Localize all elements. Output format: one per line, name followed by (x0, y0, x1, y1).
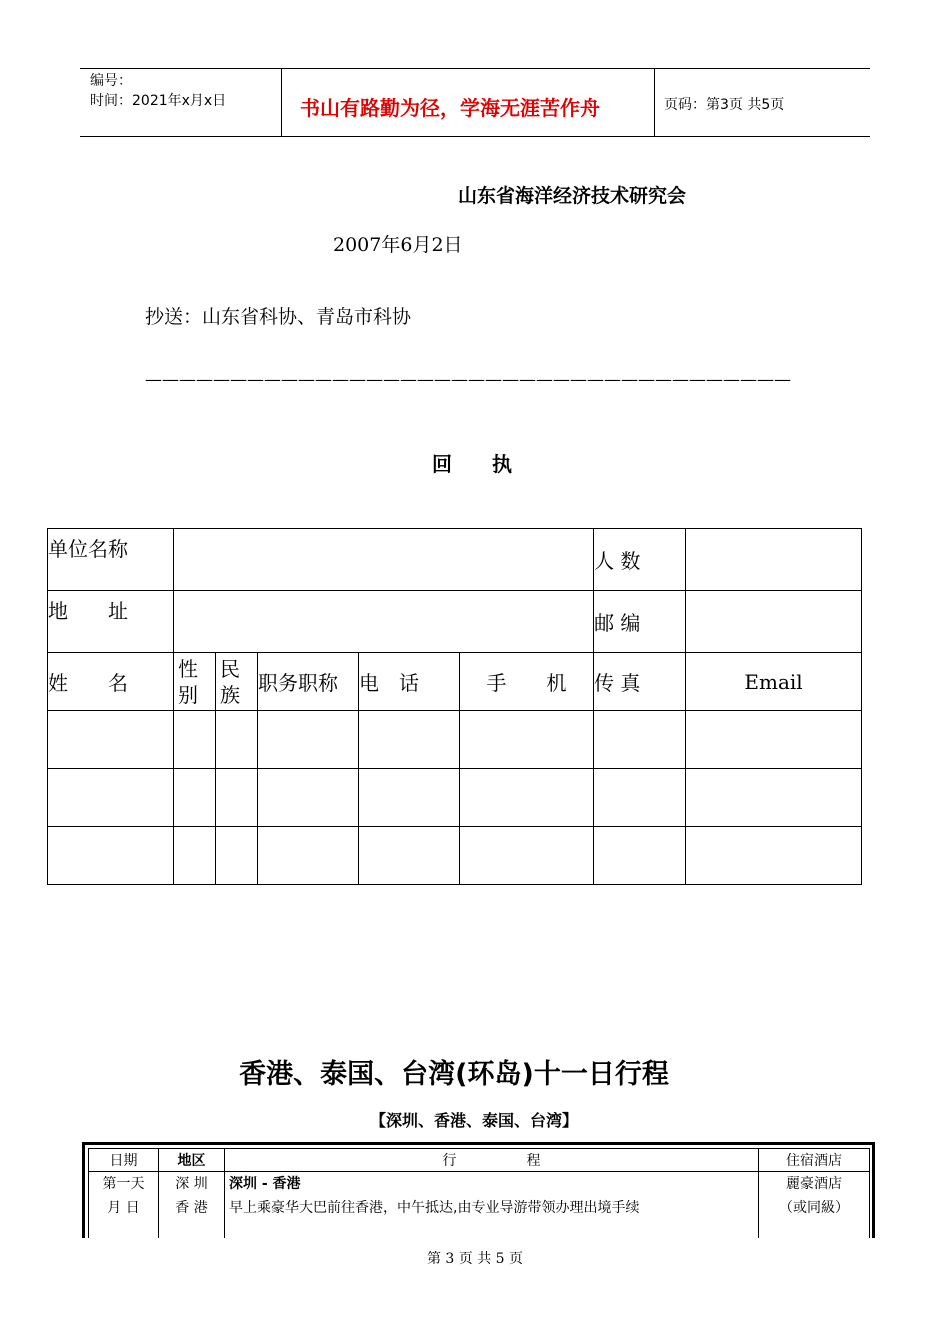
itinerary-table (88, 1148, 870, 1238)
separator-line: —————————————————————————————————————— (145, 370, 791, 390)
receipt-column-headers (48, 653, 862, 711)
hotel-alternative: （或同級） (779, 1200, 849, 1216)
postcode-label: 邮 编 (594, 591, 686, 653)
header-page-info: 页码：第3页 共5页 (664, 97, 785, 113)
gender-cell[interactable] (174, 769, 216, 827)
table-row (48, 827, 862, 885)
frame-left-border (82, 1142, 85, 1238)
header-motto: 书山有路勤为径，学海无涯苦作舟 (300, 96, 600, 120)
email-cell[interactable] (686, 827, 862, 885)
column-gender: 性别 (174, 653, 216, 711)
fax-cell[interactable] (594, 711, 686, 769)
fax-cell[interactable] (594, 769, 686, 827)
column-email: Email (686, 653, 862, 711)
header-top-rule (80, 68, 870, 69)
page-footer: 第 3 页 共 5 页 (426, 1251, 524, 1267)
day-label: 第一天 (102, 1176, 145, 1192)
letter-date: 2007年6月2日 (333, 234, 463, 256)
mobile-cell[interactable] (460, 827, 594, 885)
receipt-row-unit (48, 529, 862, 591)
itinerary-table-frame (82, 1142, 875, 1238)
mobile-cell[interactable] (460, 711, 594, 769)
gender-cell[interactable] (174, 827, 216, 885)
column-phone: 电 话 (359, 653, 460, 711)
itinerary-subtitle: 【深圳、香港、泰国、台湾】 (369, 1111, 578, 1130)
title-cell[interactable] (258, 827, 359, 885)
header-divider-left (281, 68, 282, 136)
header-route: 行 程 (225, 1149, 759, 1172)
header-bottom-rule (80, 136, 870, 137)
header-number-label: 编号： (90, 73, 132, 89)
frame-right-border (872, 1142, 875, 1238)
region-cell (159, 1172, 225, 1239)
itinerary-title: 香港、泰国、台湾(环岛)十一日行程 (239, 1059, 669, 1090)
mobile-cell[interactable] (460, 769, 594, 827)
cc-line: 抄送：山东省科协、青岛市科协 (145, 306, 412, 328)
table-row (48, 711, 862, 769)
itinerary-row-day1 (89, 1172, 870, 1239)
header-divider-right (654, 68, 655, 136)
address-field[interactable] (174, 591, 594, 653)
email-cell[interactable] (686, 769, 862, 827)
region-shenzhen: 深 圳 (175, 1176, 208, 1192)
receipt-title: 回 执 (432, 452, 512, 476)
header-hotel: 住宿酒店 (759, 1149, 870, 1172)
day-cell (89, 1172, 159, 1239)
header-date: 日期 (89, 1149, 159, 1172)
unit-name-field[interactable] (174, 529, 594, 591)
route-title: 深圳 - 香港 (229, 1176, 301, 1192)
address-label: 地 址 (48, 591, 174, 653)
frame-top-border (82, 1142, 875, 1145)
table-row (48, 769, 862, 827)
organization-signature: 山东省海洋经济技术研究会 (458, 185, 687, 207)
people-count-field[interactable] (686, 529, 862, 591)
title-cell[interactable] (258, 711, 359, 769)
column-fax: 传 真 (594, 653, 686, 711)
column-ethnicity: 民族 (216, 653, 258, 711)
ethnicity-cell[interactable] (216, 827, 258, 885)
ethnicity-cell[interactable] (216, 711, 258, 769)
postcode-field[interactable] (686, 591, 862, 653)
gender-cell[interactable] (174, 711, 216, 769)
hotel-name: 麗豪酒店 (786, 1176, 842, 1192)
name-cell[interactable] (48, 711, 174, 769)
column-name: 姓 名 (48, 653, 174, 711)
column-mobile: 手 机 (460, 653, 594, 711)
name-cell[interactable] (48, 769, 174, 827)
fax-cell[interactable] (594, 827, 686, 885)
receipt-row-address (48, 591, 862, 653)
route-description: 早上乘豪华大巴前往香港，中午抵达,由专业导游带领办理出境手续 (229, 1200, 640, 1216)
title-cell[interactable] (258, 769, 359, 827)
route-cell (225, 1172, 759, 1239)
name-cell[interactable] (48, 827, 174, 885)
ethnicity-cell[interactable] (216, 769, 258, 827)
unit-name-label: 单位名称 (48, 529, 174, 591)
date-label: 月 日 (107, 1200, 140, 1216)
itinerary-header-row (89, 1149, 870, 1172)
header-time-label: 时间：2021年x月x日 (90, 93, 227, 109)
hotel-cell (759, 1172, 870, 1239)
region-hongkong: 香 港 (175, 1200, 208, 1216)
email-cell[interactable] (686, 711, 862, 769)
receipt-form-table (47, 528, 862, 885)
phone-cell[interactable] (359, 769, 460, 827)
phone-cell[interactable] (359, 711, 460, 769)
phone-cell[interactable] (359, 827, 460, 885)
column-title: 职务职称 (258, 653, 359, 711)
people-count-label: 人 数 (594, 529, 686, 591)
header-region: 地区 (159, 1149, 225, 1172)
